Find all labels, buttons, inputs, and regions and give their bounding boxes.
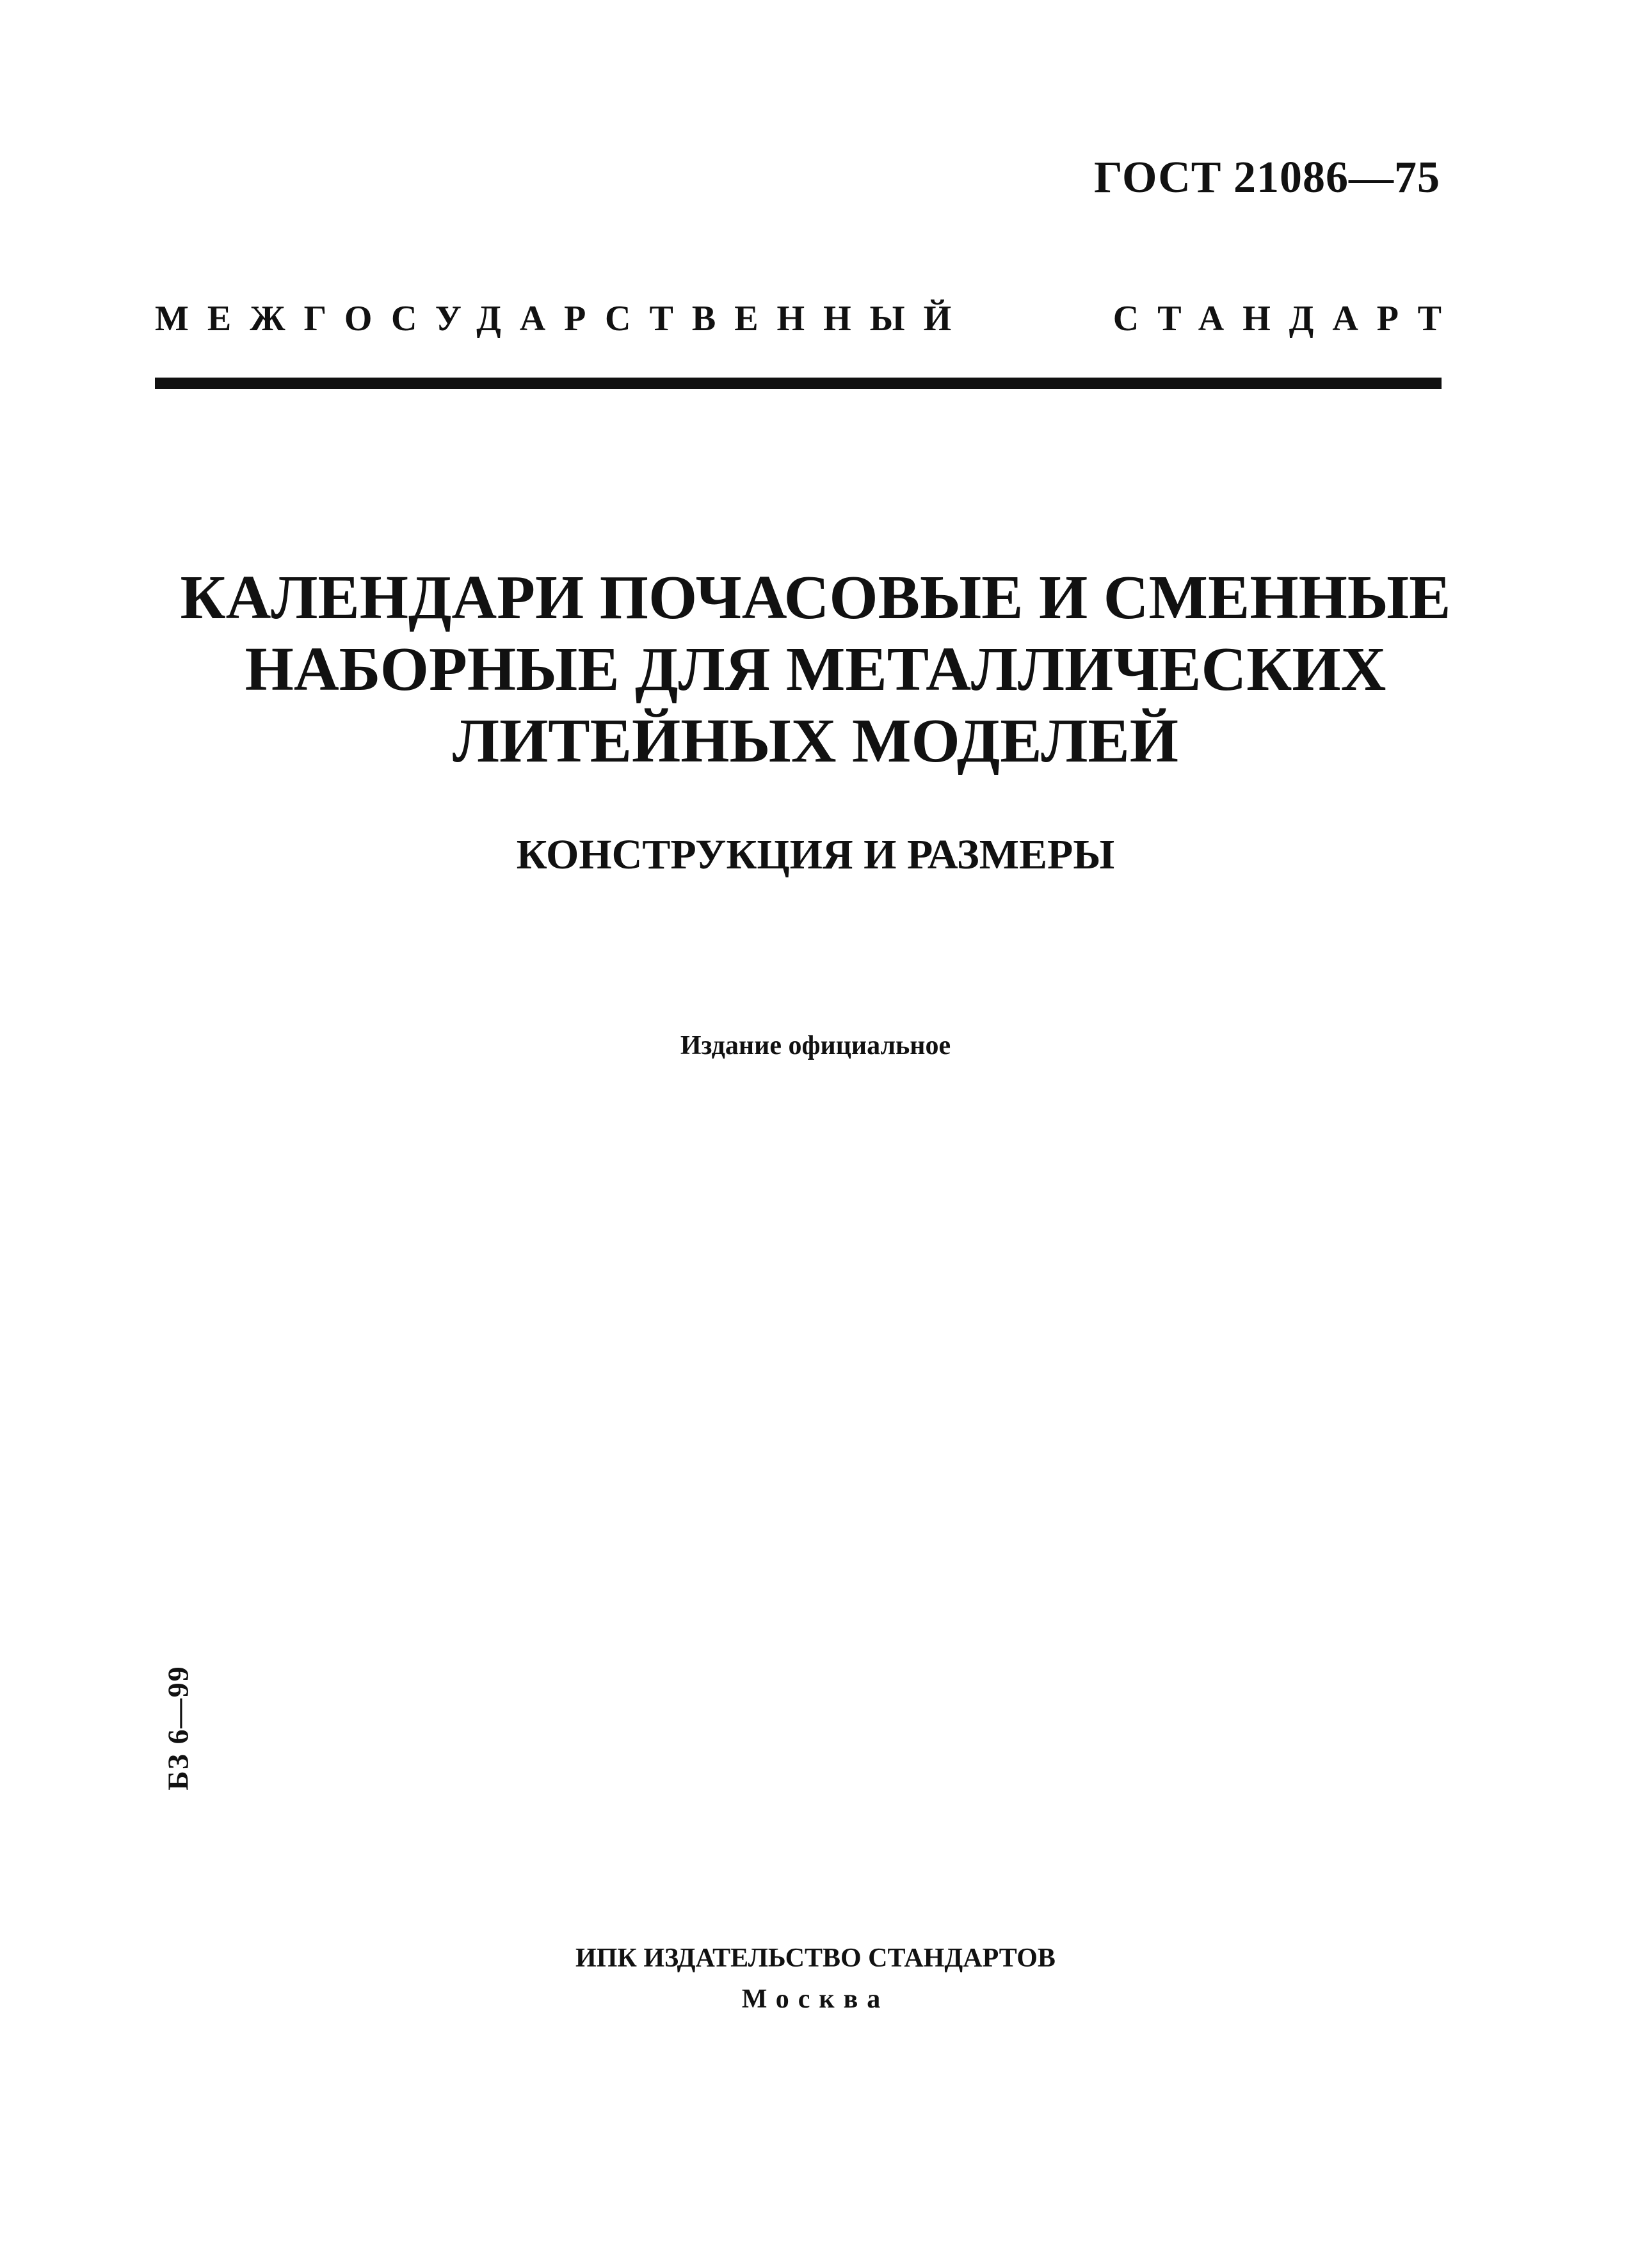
edition-note: Издание официальное [680, 1031, 951, 1060]
side-catalog-code: БЗ 6—99 [161, 1665, 195, 1791]
title-line-2: НАБОРНЫЕ ДЛЯ МЕТАЛЛИЧЕСКИХ [245, 635, 1386, 704]
title-line-3: ЛИТЕЙНЫХ МОДЕЛЕЙ [453, 707, 1178, 776]
title-line-1: КАЛЕНДАРИ ПОЧАСОВЫЕ И СМЕННЫЕ [180, 563, 1451, 632]
publisher-city: Москва [741, 1984, 890, 2014]
header-rule [155, 378, 1442, 389]
series-label-right: СТАНДАРТ [1113, 299, 1460, 339]
document-title [0, 562, 1631, 777]
publisher-name: ИПК ИЗДАТЕЛЬСТВО СТАНДАРТОВ [575, 1944, 1056, 1973]
standard-series-header [155, 298, 1460, 356]
document-number: ГОСТ 21086—75 [1094, 153, 1440, 202]
series-label-left: МЕЖГОСУДАРСТВЕННЫЙ [155, 299, 970, 339]
document-subtitle: КОНСТРУКЦИЯ И РАЗМЕРЫ [516, 831, 1115, 878]
